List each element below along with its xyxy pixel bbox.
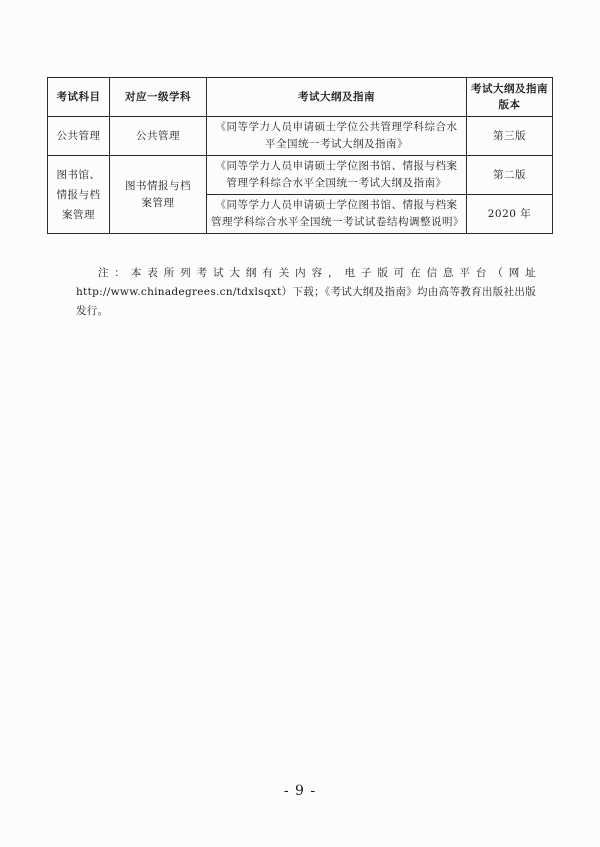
note-text: 注：本表所列考试大纲有关内容，电子版可在信息平台（网址 http://www.chinadegrees.cn/tdxlsqxt）下载；《考试大纲及指南》均由高等教育出版社出版发行。 xyxy=(76,267,536,317)
cell-discipline: 图书情报与档案管理 xyxy=(110,156,207,234)
page-number: - 9 - xyxy=(283,783,317,799)
cell-subject: 图书馆、情报与档案管理 xyxy=(48,156,110,234)
cell-version: 第三版 xyxy=(467,117,553,156)
cell-guide: 《同等学力人员申请硕士学位公共管理学科综合水平全国统一考试大纲及指南》 xyxy=(207,117,467,156)
exam-outline-table xyxy=(47,77,553,234)
cell-discipline: 公共管理 xyxy=(110,117,207,156)
cell-version: 第二版 xyxy=(467,156,553,195)
table-header-row xyxy=(48,78,553,117)
header-exam-subject: 考试科目 xyxy=(48,78,110,117)
table-row xyxy=(48,156,553,195)
cell-guide: 《同等学力人员申请硕士学位图书馆、情报与档案管理学科综合水平全国统一考试试卷结构调整说明》 xyxy=(207,195,467,234)
cell-guide: 《同等学力人员申请硕士学位图书馆、情报与档案管理学科综合水平全国统一考试大纲及指南》 xyxy=(207,156,467,195)
cell-subject: 公共管理 xyxy=(48,117,110,156)
header-guide: 考试大纲及指南 xyxy=(207,78,467,117)
table-note xyxy=(76,264,536,321)
table-row xyxy=(48,117,553,156)
header-discipline: 对应一级学科 xyxy=(110,78,207,117)
header-version: 考试大纲及指南版本 xyxy=(467,78,553,117)
cell-version: 2020 年 xyxy=(467,195,553,234)
